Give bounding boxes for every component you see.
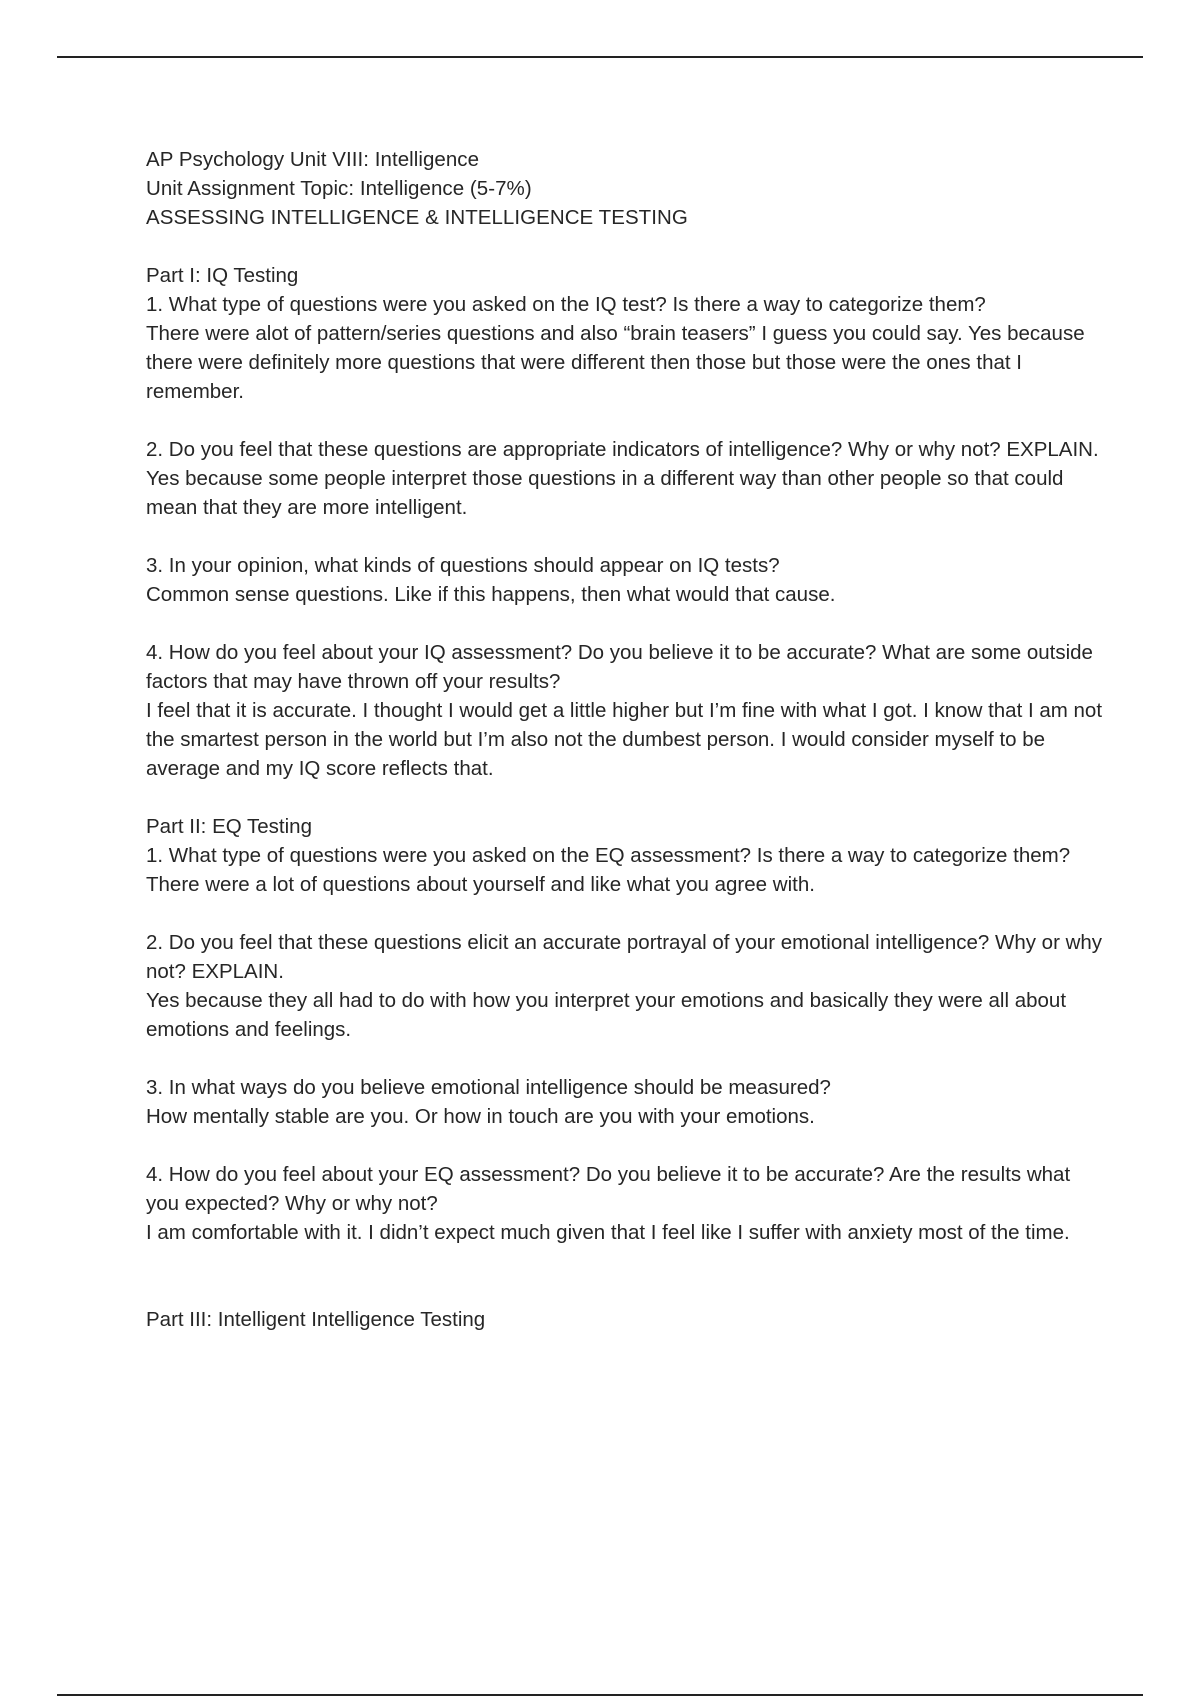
part1-q2-question: 2. Do you feel that these questions are appropriate indicators of intelligence? Why or why not? EXPLAIN. bbox=[146, 438, 1099, 461]
part2-q4-answer: I am comfortable with it. I didn’t expect much given that I feel like I suffer with anxiety most of the time. bbox=[146, 1221, 1070, 1244]
part2-q2-question: 2. Do you feel that these questions elicit an accurate portrayal of your emotional intelligence? Why or why not? EXPLAIN. bbox=[146, 931, 1108, 983]
part2-q2-answer: Yes because they all had to do with how you interpret your emotions and basically they were all about emotions and feelings. bbox=[146, 989, 1072, 1041]
spacer bbox=[146, 1247, 1106, 1305]
part1-q1-question: 1. What type of questions were you asked on the IQ test? Is there a way to categorize them? bbox=[146, 293, 986, 316]
spacer bbox=[146, 783, 1106, 812]
spacer bbox=[146, 899, 1106, 928]
part1-q2-answer: Yes because some people interpret those questions in a different way than other people so that could mean that they are more intelligent. bbox=[146, 467, 1070, 519]
spacer bbox=[146, 522, 1106, 551]
part2-heading: Part II: EQ Testing bbox=[146, 815, 312, 838]
bottom-divider bbox=[57, 1694, 1143, 1696]
part1-q4-answer: I feel that it is accurate. I thought I would get a little higher but I’m fine with what I got. I know that I am not the smartest person in the world but I’m also not the dumbest person. I would consider myself to be average and my IQ score reflects that. bbox=[146, 699, 1108, 780]
spacer bbox=[146, 406, 1106, 435]
document-body bbox=[146, 145, 1106, 1334]
part1-q3-answer: Common sense questions. Like if this happens, then what would that cause. bbox=[146, 583, 836, 606]
spacer bbox=[146, 1131, 1106, 1160]
part2-q1-answer: There were a lot of questions about yourself and like what you agree with. bbox=[146, 873, 815, 896]
part2-q3-answer: How mentally stable are you. Or how in touch are you with your emotions. bbox=[146, 1105, 815, 1128]
topic-line: Unit Assignment Topic: Intelligence (5-7%) bbox=[146, 177, 532, 200]
part1-q1-answer: There were alot of pattern/series questions and also “brain teasers” I guess you could say. Yes because there were definitely more questions that were different then those but those were the ones that I remember. bbox=[146, 322, 1091, 403]
part1-heading: Part I: IQ Testing bbox=[146, 264, 299, 287]
part2-q1-question: 1. What type of questions were you asked on the EQ assessment? Is there a way to categorize them? bbox=[146, 844, 1071, 867]
part2-q4-question: 4. How do you feel about your EQ assessment? Do you believe it to be accurate? Are the results what you expected? Why or why not? bbox=[146, 1163, 1076, 1215]
spacer bbox=[146, 609, 1106, 638]
course-line: AP Psychology Unit VIII: Intelligence bbox=[146, 148, 480, 171]
spacer bbox=[146, 232, 1106, 261]
part2-q3-question: 3. In what ways do you believe emotional intelligence should be measured? bbox=[146, 1076, 831, 1099]
assignment-title: ASSESSING INTELLIGENCE & INTELLIGENCE TESTING bbox=[146, 206, 688, 229]
part3-heading: Part III: Intelligent Intelligence Testing bbox=[146, 1308, 486, 1331]
top-divider bbox=[57, 56, 1143, 58]
part1-q3-question: 3. In your opinion, what kinds of questions should appear on IQ tests? bbox=[146, 554, 780, 577]
spacer bbox=[146, 1044, 1106, 1073]
part1-q4-question: 4. How do you feel about your IQ assessment? Do you believe it to be accurate? What are some outside factors that may have thrown off your results? bbox=[146, 641, 1099, 693]
